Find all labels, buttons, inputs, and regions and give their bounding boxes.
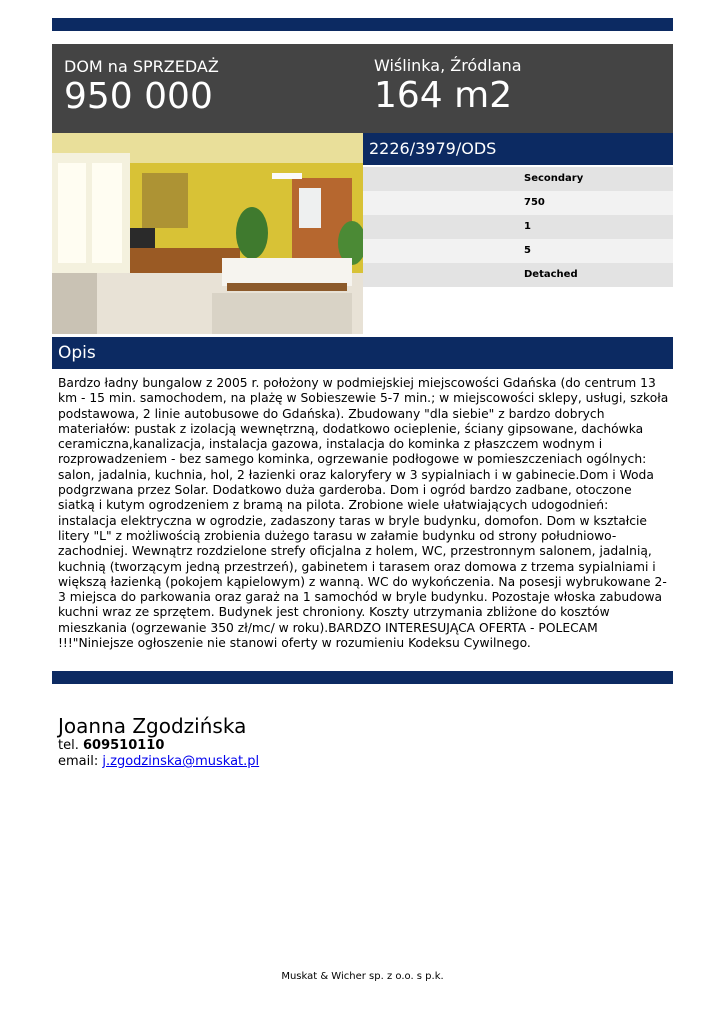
reference-number: 2226/3979/ODS xyxy=(363,133,673,165)
spec-row-rooms: 5 xyxy=(363,239,673,263)
listing-type: DOM na SPRZEDAŻ xyxy=(64,57,219,76)
bottom-accent-bar xyxy=(52,671,673,684)
agent-email-line xyxy=(58,754,259,770)
agent-contact xyxy=(58,714,259,770)
top-accent-bar xyxy=(52,18,673,31)
agent-phone-line xyxy=(58,738,259,754)
price-block xyxy=(64,57,219,118)
phone-label: tel. xyxy=(58,738,79,753)
agent-name: Joanna Zgodzińska xyxy=(58,714,247,738)
description-text: Bardzo ładny bungalow z 2005 r. położony w podmiejskiej miejscowości Gdańska (do centrum 13 km - 15 min. samochodem, na plażę w Sobieszewie 5-7 min.; w miejscowości sklepy, usługi, szkoła podstawowa, 2 linie autobusowe do Gdańska). Zbudowany "dla siebie" z bardzo dobrych materiałów: pustak z izolacją wewnętrzną, dodatkowo ocieplenie, ściany gipsowane, dachówka ceramiczna,kanalizacja, instalacja gazowa, instalacja do kominka z płaszczem wodnym i rozprowadzeniem - bez samego kominka, ogrzewanie podłogowe w pomieszczeniach ogólnych: salon, jadalnia, kuchnia, hol, 2 łazienki oraz kaloryfery w 3 sypialniach i w gabinecie.Dom i Woda podgrzwana przez Solar. Dodatkowo duża garderoba. Dom i ogród bardzo zadbane, otoczone siatką i kutym ogrodzeniem z bramą na pilota. Zrobione wiele ułatwiających udogodnień: instalacja elektryczna w ogrodzie, zadaszony taras w bryle budynku, domofon. Dom w kształcie litery "L" z możliwością zrobienia dużego tarasu w załamie budynku od strony południowo-zachodniej. Wewnątrz rozdzielone strefy oficjalna z holem, WC, przestronnym salonem, jadalnią, kuchnią (tworzącym jedną przestrzeń), gabinetem i tarasem oraz domowa z trzema sypialniami i większą łazienką (pokojem kąpielowym) z wanną. WC do wykończenia. Na posesji wybrukowane 2-3 miejsca do parkowania oraz garaż na 1 samochód w bryle budynku. Pozostaje włoska zabudowa kuchni wraz ze sprzętem. Budynek jest chroniony. Koszty utrzymania zbliżone do kosztów mieszkania (ogrzewanie 350 zł/mc/ w roku).BARDZO INTERESUJĄCA OFERTA - POLECAM !!!"Niniejsze ogłoszenie nie stanowi oferty w rozumieniu Kodeksu Cywilnego. xyxy=(58,376,669,651)
phone-number: 609510110 xyxy=(82,738,165,753)
spec-row-market: Secondary xyxy=(363,167,673,191)
property-photo xyxy=(52,133,363,334)
listing-header xyxy=(52,44,673,133)
spec-row-floors: 1 xyxy=(363,215,673,239)
description-heading: Opis xyxy=(52,337,673,369)
location: Wiślinka, Źródlana xyxy=(374,56,522,75)
price: 950 000 xyxy=(64,76,213,117)
spec-row-plot: 750 xyxy=(363,191,673,215)
area: 164 m2 xyxy=(374,75,513,116)
location-block xyxy=(374,56,522,117)
email-link[interactable]: j.zgodzinska@muskat.pl xyxy=(102,754,260,769)
footer-company: Muskat & Wicher sp. z o.o. s p.k. xyxy=(281,971,444,982)
specs-table xyxy=(363,167,673,287)
email-label: email: xyxy=(58,754,99,769)
spec-row-building-type: Detached xyxy=(363,263,673,287)
